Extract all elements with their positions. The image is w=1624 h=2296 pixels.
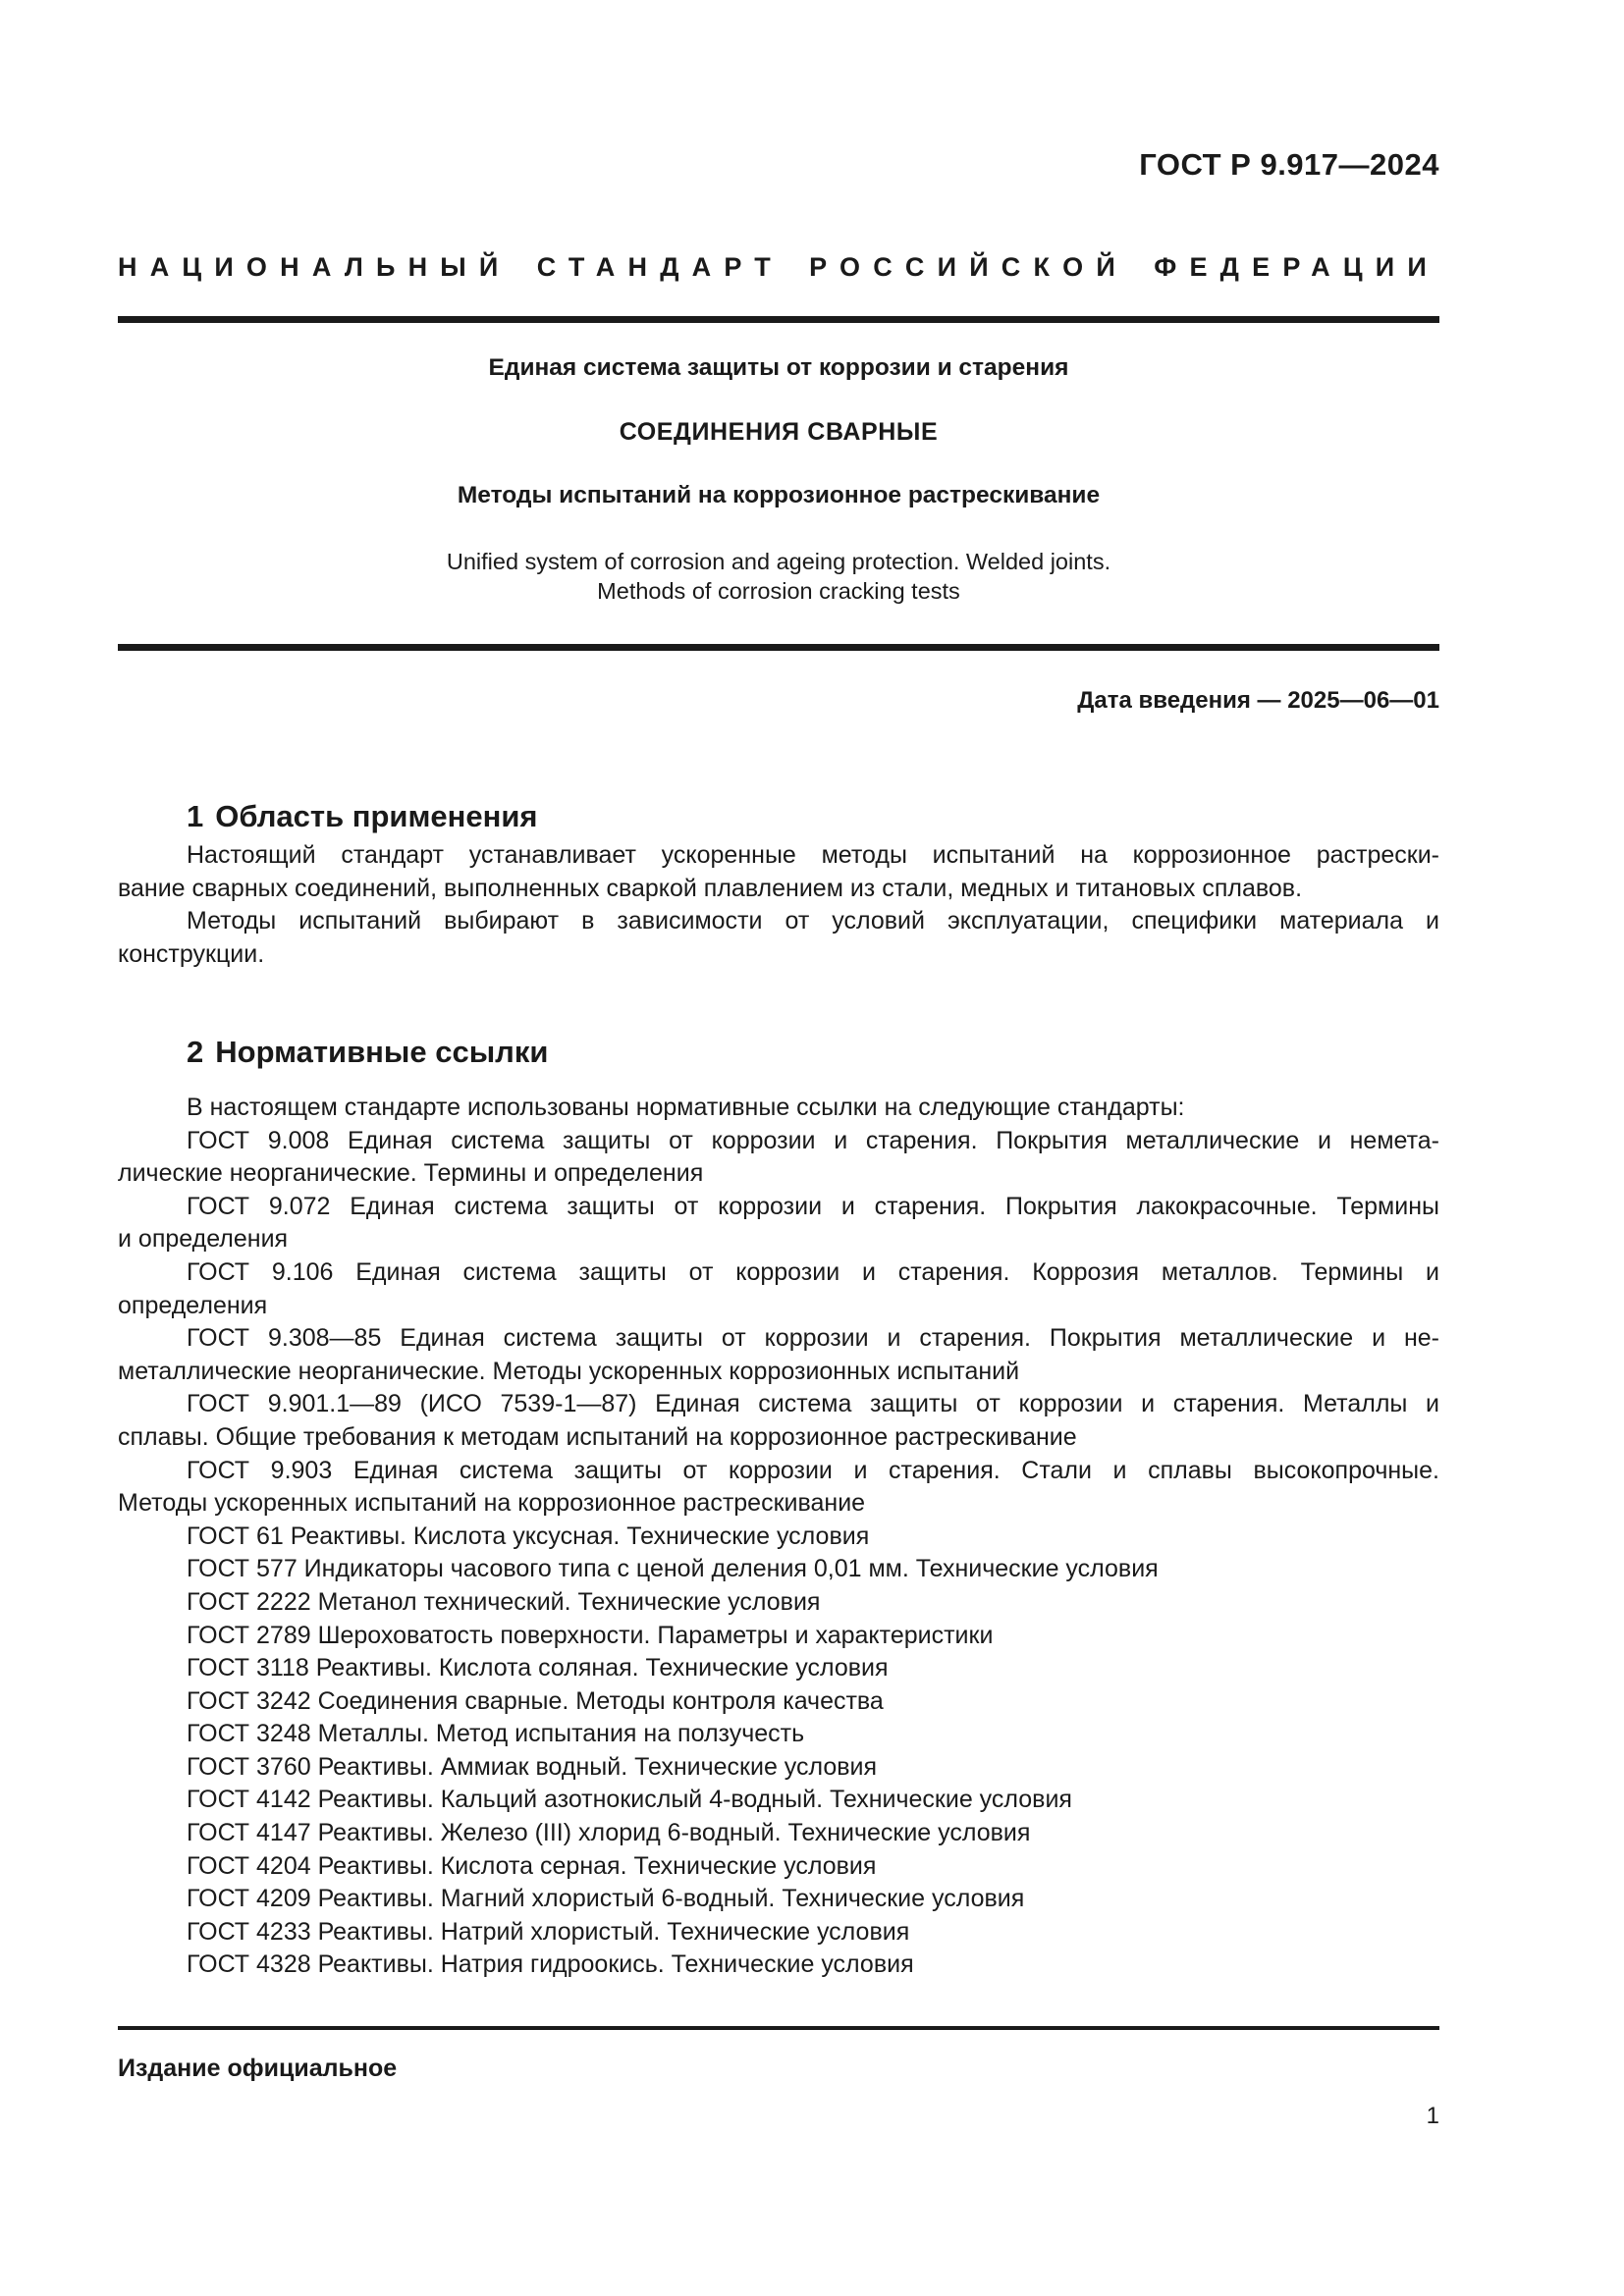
english-title-line-1: Unified system of corrosion and ageing protection. Welded joints. <box>446 549 1111 574</box>
reference-line: ГОСТ 4147 Реактивы. Железо (III) хлорид 6-водный. Технические условия <box>187 1819 1031 1847</box>
reference-line: ГОСТ 4142 Реактивы. Кальций азотнокислый 4-водный. Технические условия <box>187 1786 1072 1814</box>
official-edition-label: Издание официальное <box>118 2055 398 2082</box>
reference-line: ГОСТ 9.308—85 Единая система защиты от коррозии и старения. Покрытия металлические и не- <box>187 1324 1439 1353</box>
reference-line: лические неорганические. Термины и определения <box>118 1159 704 1188</box>
reference-line: ГОСТ 4204 Реактивы. Кислота серная. Технические условия <box>187 1851 877 1880</box>
reference-line: ГОСТ 9.901.1—89 (ИСО 7539-1—87) Единая система защиты от коррозии и старения. Металлы и <box>187 1390 1439 1418</box>
standard-series-title: Единая система защиты от коррозии и старения <box>488 354 1069 381</box>
reference-line: определения <box>118 1291 268 1319</box>
section-1-body <box>118 839 1439 971</box>
english-title <box>118 547 1439 606</box>
reference-line: Методы ускоренных испытаний на коррозионное растрескивание <box>118 1489 866 1518</box>
reference-line: ГОСТ 4209 Реактивы. Магний хлористый 6-водный. Технические условия <box>187 1885 1025 1913</box>
standard-main-title: СОЕДИНЕНИЯ СВАРНЫЕ <box>619 418 939 446</box>
standard-sub-title: Методы испытаний на коррозионное растрескивание <box>457 482 1101 508</box>
section-1-number: 1 <box>187 799 204 833</box>
title-bottom-divider <box>118 644 1439 651</box>
reference-line: ГОСТ 3242 Соединения сварные. Методы контроля качества <box>187 1686 884 1715</box>
footer-divider <box>118 2026 1439 2030</box>
english-title-line-2: Methods of corrosion cracking tests <box>597 578 960 604</box>
references-intro-line: В настоящем стандарте использованы нормативные ссылки на следующие стандарты: <box>187 1094 1185 1121</box>
reference-line: ГОСТ 61 Реактивы. Кислота уксусная. Технические условия <box>187 1522 870 1550</box>
document-number: ГОСТ Р 9.917—2024 <box>1139 147 1439 182</box>
reference-line: сплавы. Общие требования к методам испытаний на коррозионное растрескивание <box>118 1422 1077 1451</box>
introduction-date: Дата введения — 2025—06—01 <box>1077 687 1439 714</box>
normative-references-list <box>118 1092 1439 1982</box>
reference-line: ГОСТ 2789 Шероховатость поверхности. Параметры и характеристики <box>187 1621 994 1649</box>
section-2-title: Нормативные ссылки <box>215 1035 549 1069</box>
section-1-title: Область применения <box>215 799 538 833</box>
section-1-paragraph-1-line-1: Настоящий стандарт устанавливает ускоренные методы испытаний на коррозионное растрески- <box>187 841 1439 869</box>
section-2-number: 2 <box>187 1035 204 1069</box>
title-block <box>118 353 1439 606</box>
reference-line: ГОСТ 9.106 Единая система защиты от коррозии и старения. Коррозия металлов. Термины и <box>187 1257 1439 1286</box>
reference-line: ГОСТ 577 Индикаторы часового типа с ценой деления 0,01 мм. Технические условия <box>187 1555 1159 1583</box>
reference-line: ГОСТ 2222 Метанол технический. Технические условия <box>187 1587 821 1616</box>
reference-line: металлические неорганические. Методы ускоренных коррозионных испытаний <box>118 1357 1020 1385</box>
national-standard-banner: НАЦИОНАЛЬНЫЙ СТАНДАРТ РОССИЙСКОЙ ФЕДЕРАЦИИ <box>118 252 1439 282</box>
reference-line: ГОСТ 9.903 Единая система защиты от коррозии и старения. Стали и сплавы высокопрочные. <box>187 1456 1439 1484</box>
reference-line: ГОСТ 4328 Реактивы. Натрия гидроокись. Технические условия <box>187 1950 914 1979</box>
page-number: 1 <box>1426 2103 1439 2129</box>
section-1-paragraph-2-line-1: Методы испытаний выбирают в зависимости от условий эксплуатации, специфики материала и <box>187 907 1439 935</box>
section-1-paragraph-2-line-2: конструкции. <box>118 939 265 968</box>
section-2-heading <box>187 1035 548 1070</box>
reference-line: ГОСТ 3248 Металлы. Метод испытания на ползучесть <box>187 1720 805 1748</box>
reference-line: ГОСТ 3760 Реактивы. Аммиак водный. Технические условия <box>187 1752 878 1781</box>
reference-line: ГОСТ 3118 Реактивы. Кислота соляная. Технические условия <box>187 1654 889 1682</box>
section-1-heading <box>187 799 538 834</box>
reference-line: ГОСТ 9.008 Единая система защиты от коррозии и старения. Покрытия металлические и немета- <box>187 1126 1439 1154</box>
reference-line: ГОСТ 4233 Реактивы. Натрий хлористый. Технические условия <box>187 1917 910 1946</box>
section-1-paragraph-1-line-2: вание сварных соединений, выполненных сваркой плавлением из стали, медных и титановых сплавов. <box>118 874 1303 902</box>
reference-line: и определения <box>118 1225 289 1254</box>
reference-line: ГОСТ 9.072 Единая система защиты от коррозии и старения. Покрытия лакокрасочные. Термины <box>187 1192 1439 1220</box>
top-divider <box>118 316 1439 323</box>
